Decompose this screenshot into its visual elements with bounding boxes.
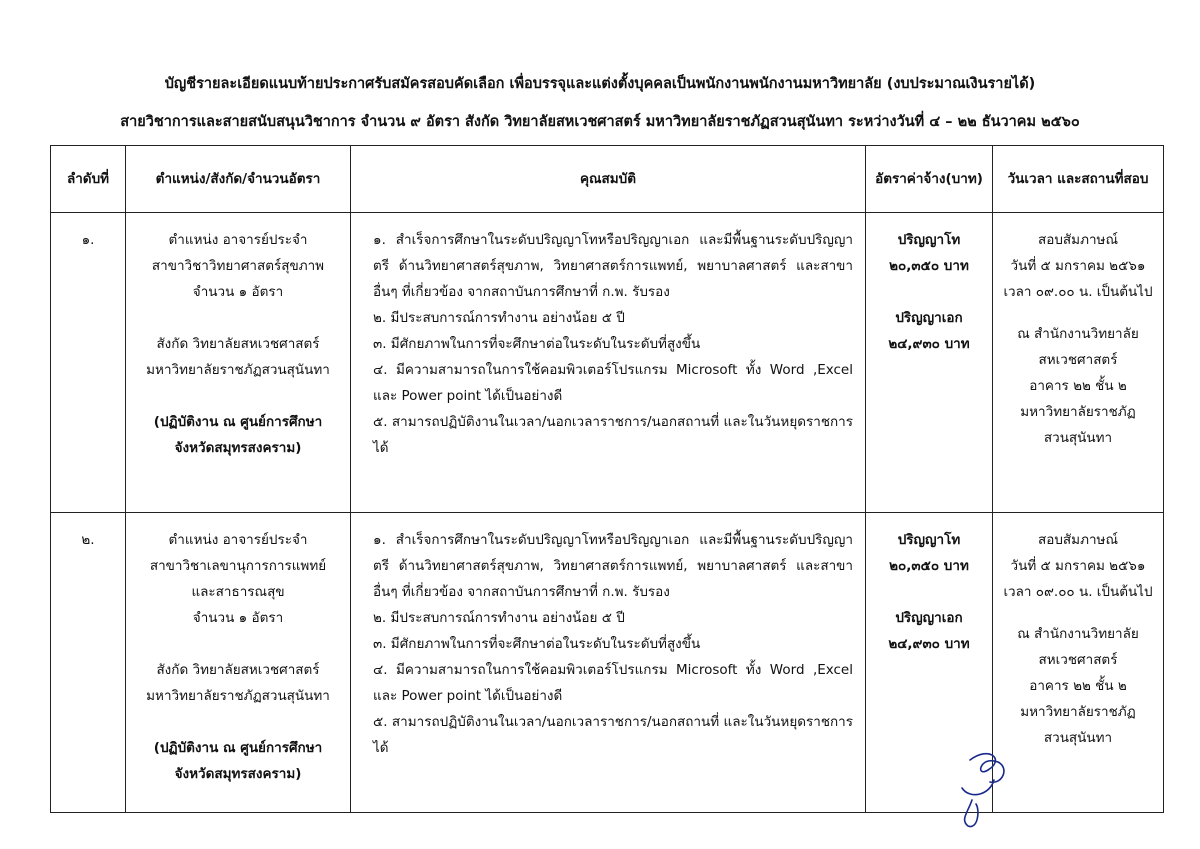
- exam-place-line: มหาวิทยาลัยราชภัฏ: [1020, 704, 1136, 720]
- qualification-item: ๑. สำเร็จการศึกษาในระดับปริญญาโทหรือปริญญาเอก และมีพื้นฐานระดับปริญญาตรี ด้านวิทยาศาสตร์สุขภาพ, วิทยาศาสตร์การแพทย์, พยาบาลศาสตร์ และสาขาอื่นๆ ที่เกี่ยวข้อง จากสถาบันการศึกษาที่ ก.พ. รับรอง: [373, 532, 853, 600]
- header-wage: อัตราค่าจ้าง(บาท): [866, 146, 993, 213]
- wage-doctor-label: ปริญญาเอก: [895, 610, 963, 626]
- exam-place-line: สหเวชศาสตร์: [1038, 352, 1118, 368]
- qualification-item: ๒. มีประสบการณ์การทำงาน อย่างน้อย ๕ ปี: [373, 610, 625, 626]
- row-number: ๒.: [51, 513, 126, 813]
- affiliation-line: มหาวิทยาลัยราชภัฏสวนสุนันทา: [146, 688, 330, 704]
- exam-place-line: ณ สำนักงานวิทยาลัย: [1017, 326, 1139, 342]
- position-cell: [126, 213, 351, 513]
- exam-place-line: สหเวชศาสตร์: [1038, 652, 1118, 668]
- table-row: [51, 213, 1164, 513]
- qualification-item: ๕. สามารถปฏิบัติงานในเวลา/นอกเวลาราชการ/นอกสถานที่ และในวันหยุดราชการได้: [373, 714, 853, 756]
- affiliation-line: สังกัด วิทยาลัยสหเวชศาสตร์: [156, 662, 320, 678]
- recruitment-table: [50, 145, 1164, 813]
- wage-master-value: ๒๐,๓๕๐ บาท: [889, 258, 969, 274]
- exam-place-line: ณ สำนักงานวิทยาลัย: [1017, 626, 1139, 642]
- wage-master-label: ปริญญาโท: [897, 232, 961, 248]
- signature-mark: [950, 740, 1020, 830]
- document-title-line1: บัญชีรายละเอียดแนบท้ายประกาศรับสมัครสอบคัดเลือก เพื่อบรรจุและแต่งตั้งบุคคลเป็นพนักงานพนักงานมหาวิทยาลัย (งบประมาณเงินรายได้): [164, 76, 1036, 92]
- qualification-item: ๔. มีความสามารถในการใช้คอมพิวเตอร์โปรแกรม Microsoft ทั้ง Word ,Excel และ Power point ได้เป็นอย่างดี: [373, 662, 853, 704]
- position-line: สาขาวิชาเลขานุการการแพทย์: [149, 558, 327, 574]
- wage-doctor-label: ปริญญาเอก: [895, 310, 963, 326]
- wage-master-value: ๒๐,๓๕๐ บาท: [889, 558, 969, 574]
- qualification-item: ๑. สำเร็จการศึกษาในระดับปริญญาโทหรือปริญญาเอก และมีพื้นฐานระดับปริญญาตรี ด้านวิทยาศาสตร์สุขภาพ, วิทยาศาสตร์การแพทย์, พยาบาลศาสตร์ และสาขาอื่นๆ ที่เกี่ยวข้อง จากสถาบันการศึกษาที่ ก.พ. รับรอง: [373, 232, 853, 300]
- wage-master-label: ปริญญาโท: [897, 532, 961, 548]
- affiliation-line: สังกัด วิทยาลัยสหเวชศาสตร์: [156, 336, 320, 352]
- exam-line: วันที่ ๕ มกราคม ๒๕๖๑: [1010, 258, 1146, 274]
- qualifications-cell: [351, 513, 866, 813]
- workplace-line: (ปฏิบัติงาน ณ ศูนย์การศึกษา: [153, 414, 323, 430]
- row-number: ๑.: [51, 213, 126, 513]
- header-no: ลำดับที่: [51, 146, 126, 213]
- qualification-item: ๓. มีศักยภาพในการที่จะศึกษาต่อในระดับในระดับที่สูงขึ้น: [373, 336, 701, 352]
- header-position: ตำแหน่ง/สังกัด/จำนวนอัตรา: [126, 146, 351, 213]
- affiliation-line: มหาวิทยาลัยราชภัฏสวนสุนันทา: [146, 362, 330, 378]
- exam-line: เวลา ๐๙.๐๐ น. เป็นต้นไป: [1003, 584, 1153, 600]
- exam-line: สอบสัมภาษณ์: [1038, 232, 1118, 248]
- wage-cell: [866, 213, 993, 513]
- workplace-line: จังหวัดสมุทรสงคราม): [174, 766, 302, 782]
- qualification-item: ๕. สามารถปฏิบัติงานในเวลา/นอกเวลาราชการ/นอกสถานที่ และในวันหยุดราชการได้: [373, 414, 853, 456]
- qualification-item: ๒. มีประสบการณ์การทำงาน อย่างน้อย ๕ ปี: [373, 310, 625, 326]
- exam-place-line: สวนสุนันทา: [1043, 430, 1113, 446]
- position-line: ตำแหน่ง อาจารย์ประจำ: [168, 532, 308, 548]
- exam-line: สอบสัมภาษณ์: [1038, 532, 1118, 548]
- header-exam: วันเวลา และสถานที่สอบ: [993, 146, 1164, 213]
- qualifications-cell: [351, 213, 866, 513]
- exam-cell: [993, 213, 1164, 513]
- exam-line: เวลา ๐๙.๐๐ น. เป็นต้นไป: [1003, 284, 1153, 300]
- workplace-line: จังหวัดสมุทรสงคราม): [174, 440, 302, 456]
- position-line: จำนวน ๑ อัตรา: [192, 284, 284, 300]
- exam-place-line: มหาวิทยาลัยราชภัฏ: [1020, 404, 1136, 420]
- qualification-item: ๔. มีความสามารถในการใช้คอมพิวเตอร์โปรแกรม Microsoft ทั้ง Word ,Excel และ Power point ได้เป็นอย่างดี: [373, 362, 853, 404]
- position-cell: [126, 513, 351, 813]
- workplace-line: (ปฏิบัติงาน ณ ศูนย์การศึกษา: [153, 740, 323, 756]
- qualification-item: ๓. มีศักยภาพในการที่จะศึกษาต่อในระดับในระดับที่สูงขึ้น: [373, 636, 701, 652]
- table-header-row: [51, 146, 1164, 213]
- wage-doctor-value: ๒๔,๙๓๐ บาท: [888, 336, 970, 352]
- exam-place-line: สวนสุนันทา: [1043, 730, 1113, 746]
- exam-place-line: อาคาร ๒๒ ชั้น ๒: [1029, 378, 1127, 394]
- position-line: ตำแหน่ง อาจารย์ประจำ: [168, 232, 308, 248]
- header-qualifications: คุณสมบัติ: [351, 146, 866, 213]
- exam-place-line: อาคาร ๒๒ ชั้น ๒: [1029, 678, 1127, 694]
- document-title-line2: สายวิชาการและสายสนับสนุนวิชาการ จำนวน ๙ อัตรา สังกัด วิทยาลัยสหเวชศาสตร์ มหาวิทยาลัยราชภัฏสวนสุนันทา ระหว่างวันที่ ๔ – ๒๒ ธันวาคม ๒๕๖๐: [120, 114, 1080, 130]
- wage-doctor-value: ๒๔,๙๓๐ บาท: [888, 636, 970, 652]
- position-line: สาขาวิชาวิทยาศาสตร์สุขภาพ: [151, 258, 325, 274]
- exam-line: วันที่ ๕ มกราคม ๒๕๖๑: [1010, 558, 1146, 574]
- position-line: จำนวน ๑ อัตรา: [192, 610, 284, 626]
- position-line: และสาธารณสุข: [191, 584, 285, 600]
